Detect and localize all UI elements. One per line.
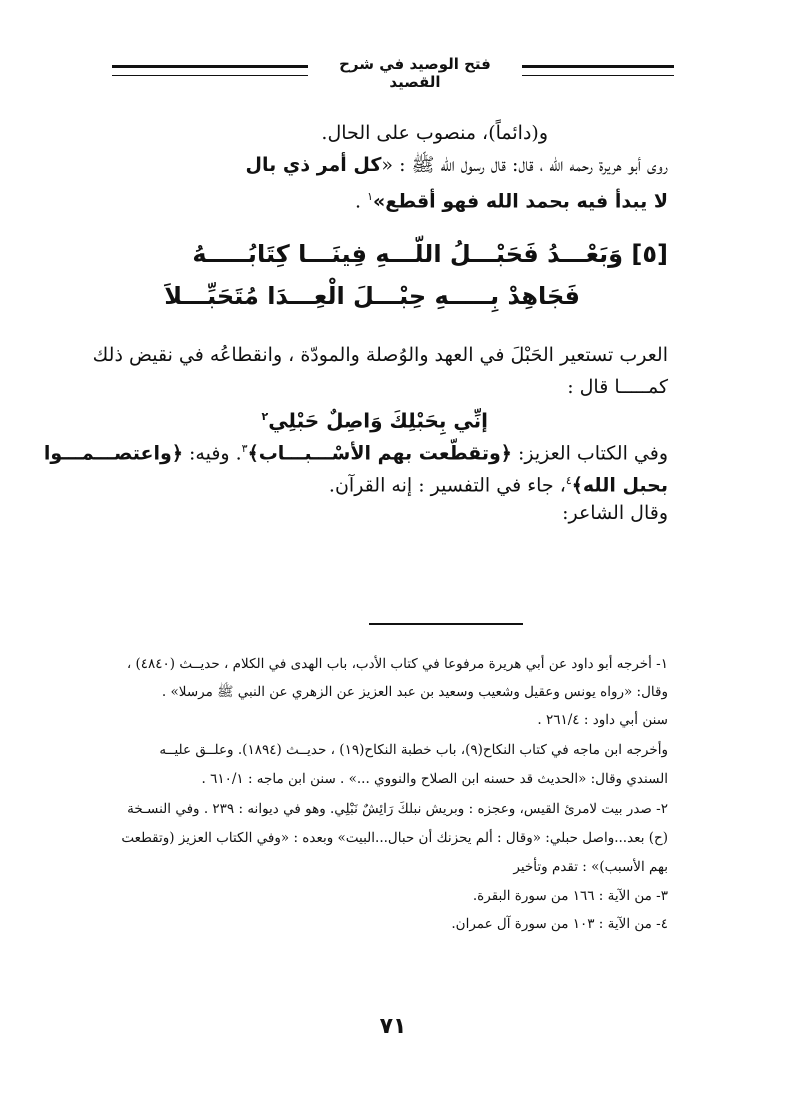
quran-quote-1: ﴿وتقطّعت بهم الأسْـــبـــاب﴾: [247, 442, 512, 465]
footnote-line: ٢- صدر بيت لامرئ القيس، وعجزه : وبريش نبلكَ رَائِشٌ نَبْلِي. وهو في ديوانه : ٢٣٩ . وفي النسـخة: [127, 801, 668, 817]
quran-quote-2: ﴿واعتصـــمـــوا: [43, 442, 183, 465]
footnote-line: وقال: «رواه يونس وعقيل وشعيب وسعيد بن عبد العزيز عن الزهري عن النبي ﷺ مرسلا» .: [161, 684, 668, 700]
poem-verse-2: فَجَاهِدْ بِـــــهِ حِبْـــلَ الْعِـــدَا مُتَحَبِّـــلاَ: [164, 282, 580, 310]
footnote-ref-1: ١: [367, 190, 373, 203]
text-line-5: كمـــــا قال :: [567, 376, 668, 398]
quran-quote-2-end: بحبل الله﴾: [571, 474, 668, 497]
footnote-line: ٣- من الآية : ١٦٦ من سورة البقرة.: [472, 888, 668, 904]
text-line-7: بحبل الله﴾$^٤$، جاء في التفسير : إنه القرآن.: [328, 474, 668, 497]
header-rule-left: [112, 65, 308, 76]
footnote-separator: [369, 623, 523, 625]
text-line-1: و(دائماً)، منصوب على الحال.: [321, 122, 548, 144]
footnote-line: وأخرجه ابن ماجه في كتاب النكاح(٩)، باب خطبة النكاح(١٩) ، حديــث (١٨٩٤). وعلــق عليــه: [159, 742, 668, 758]
footnote-ref-2: ٢: [261, 410, 269, 423]
header-rule-right: [522, 65, 674, 76]
text-line-3: لا يبدأ فيه بحمد الله فهو أقطع»$^١$ .: [354, 190, 668, 213]
running-title: فتح الوصيد في شرح القصيد: [339, 55, 491, 91]
text-line-4: العرب تستعير الحَبْلَ في العهد والوُصلة والمودّة ، وانقطاعُه في نقيض ذلك: [92, 344, 668, 366]
hadith-text: كل أمر ذي بال: [245, 154, 382, 176]
footnote-line: سنن أبي داود : ٢٦١/٤ .: [537, 712, 668, 728]
hadith-text-end: لا يبدأ فيه بحمد الله فهو أقطع»: [372, 190, 668, 213]
poem-verse-1: [٥] وَبَعْـــدُ فَحَبْـــلُ اللّـــهِ فِينَـــا كِتَابُـــــهُ: [192, 240, 668, 268]
text-line-6: وفي الكتاب العزيز: ﴿وتقطّعت بهم الأسْـــبـــاب﴾$^٣$. وفيه: ﴿واعتصـــمـــوا: [43, 442, 668, 465]
footnote-ref-3: ٣: [241, 442, 248, 455]
footnote-line: بهم الأسبب)» : تقدم وتأخير: [513, 859, 668, 875]
text-line-2: روى أبو هريرة رحمه الله ، قال: قال رسول الله ﷺ : «كل أمر ذي بال: [245, 154, 668, 176]
quoted-verse: إنِّي بِحَبْلِكَ وَاصِلٌ حَبْلِي$^٢$: [261, 408, 488, 433]
footnote-ref-4: ٤: [565, 474, 572, 487]
page-number: ٧١: [379, 1014, 407, 1039]
footnote-line: السندي وقال: «الحديث قد حسنه ابن الصلاح والنووي ...» . سنن ابن ماجه : ٦١٠/١ .: [201, 771, 668, 787]
text-line-8: وقال الشاعر:: [562, 502, 668, 524]
footnote-line: ١- أخرجه أبو داود عن أبي هريرة مرفوعا في كتاب الأدب، باب الهدى في الكلام ، حديــث (٤٨٤٠) ،: [126, 656, 668, 672]
footnote-line: ٤- من الآية : ١٠٣ من سورة آل عمران.: [451, 916, 668, 932]
footnote-line: (ح) بعد...واصل حبلي: «وقال : ألم يحزنك أن حبال...البيت» وبعده : «وفي الكتاب العزيز (وتقطعت: [121, 830, 668, 846]
running-header: [0, 55, 786, 91]
